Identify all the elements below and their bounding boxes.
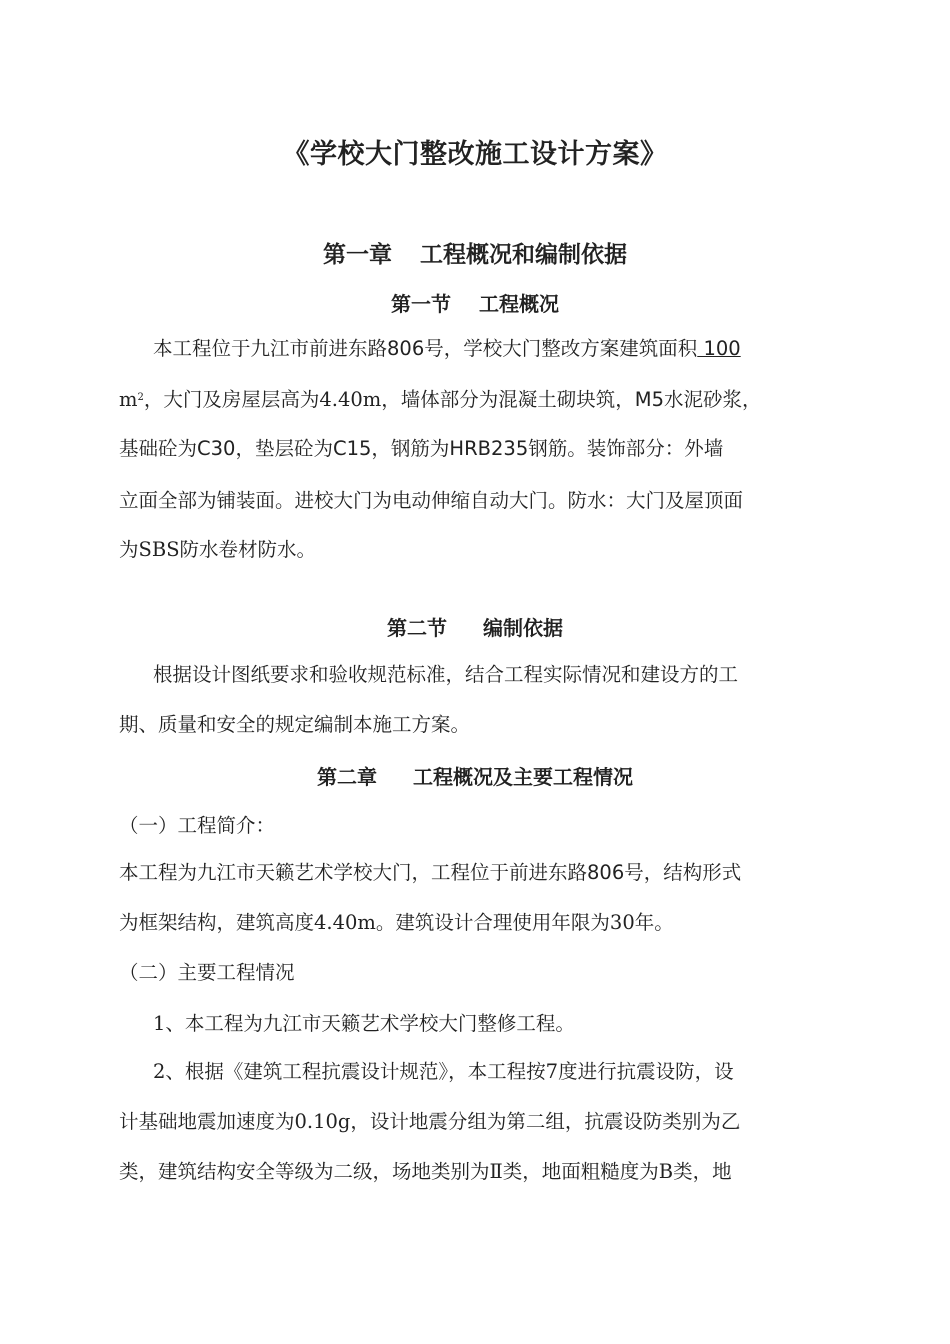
para1-line5: 为SBS防水卷材防水。 (119, 538, 317, 561)
item-2-line1: 2、根据《建筑工程抗震设计规范》，本工程按7度进行抗震设防，设 (153, 1060, 734, 1083)
para3-line1 (119, 858, 841, 888)
rebar-grade: HRB235 (449, 437, 529, 460)
para1-text: 基础砼为 (119, 437, 198, 460)
concrete-grade-c30: C30 (197, 437, 236, 460)
chapter-1-heading (0, 236, 950, 269)
para1-line3 (119, 434, 841, 464)
chapter-2-prefix: 第二章 (317, 765, 377, 789)
section-2-prefix: 第二节 (387, 616, 447, 640)
item-1: 1、本工程为九江市天籁艺术学校大门整修工程。 (153, 1012, 575, 1035)
item-2-line2: 计基础地震加速度为0.10g，设计地震分组为第二组，抗震设防类别为乙 (119, 1110, 741, 1133)
section-1-title: 工程概况 (479, 292, 559, 316)
chapter-2-title: 工程概况及主要工程情况 (413, 765, 633, 789)
chapter-1-prefix: 第一章 (323, 242, 392, 268)
para1-text: 钢筋。装饰部分：外墙 (528, 437, 724, 460)
para1-line1 (119, 334, 841, 364)
para1-text: 本工程位于九江市前进东路 (153, 337, 388, 360)
subsection-1-heading: （一）工程简介： (119, 814, 276, 837)
item-2-line3: 类，建筑结构安全等级为二级，场地类别为Ⅱ类，地面粗糙度为B类，地 (119, 1160, 732, 1183)
para3-text: 号，结构形式 (624, 861, 742, 884)
section-2-title: 编制依据 (483, 616, 563, 640)
para1-text: ，大门及房屋层高为4.40m，墙体部分为混凝土砌块筑， (143, 388, 635, 411)
section-1-prefix: 第一节 (391, 292, 451, 316)
para2-line2: 期、质量和安全的规定编制本施工方案。 (119, 713, 471, 736)
para3-line2: 为框架结构，建筑高度4.40m。建筑设计合理使用年限为30年。 (119, 911, 674, 934)
para1-text: ，钢筋为 (371, 437, 450, 460)
area-unit: m (119, 388, 138, 411)
section-1-heading (0, 288, 950, 317)
document-title: 《学校大门整改施工设计方案》 (282, 139, 668, 170)
para1-text: 号，学校大门整改方案建筑面积 (424, 337, 698, 360)
concrete-grade-c15: C15 (332, 437, 372, 460)
mortar-grade: M5 (634, 388, 665, 411)
address-number: 806 (587, 861, 625, 884)
area-value: 100 (697, 337, 741, 360)
para1-text: ，垫层砼为 (235, 437, 333, 460)
para1-text: 水泥砂浆， (664, 388, 762, 411)
area-unit-superscript: 2 (137, 392, 144, 403)
para2-line1: 根据设计图纸要求和验收规范标准，结合工程实际情况和建设方的工 (153, 663, 739, 686)
para3-text: 本工程为九江市天籁艺术学校大门，工程位于前进东路 (119, 861, 588, 884)
para1-line2 (119, 385, 841, 415)
address-number: 806 (387, 337, 425, 360)
chapter-1-title: 工程概况和编制依据 (420, 242, 627, 268)
para1-line4: 立面全部为铺装面。进校大门为电动伸缩自动大门。防水：大门及屋顶面 (119, 489, 744, 512)
chapter-2-heading (0, 761, 950, 790)
subsection-2-heading: （二）主要工程情况 (119, 961, 295, 984)
section-2-heading (0, 612, 950, 641)
